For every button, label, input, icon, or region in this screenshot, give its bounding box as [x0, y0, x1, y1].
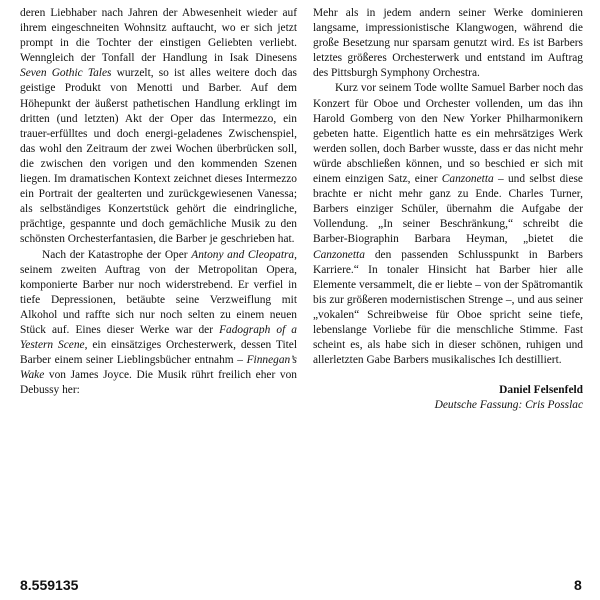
work-title-canzonetta: Canzonetta: [441, 173, 494, 186]
text-span: , seinem zweiten Auftrag von der Metropolitan Opera, komponierte Barber nur noch widerstrebend. Er verfiel in tiefe Depressionen, betäubte seine Verzweiflung mit Alkohol und raffte sich nur noch selten zu einem neuen Stück auf. Eines dieser Werke war der: [20, 248, 297, 336]
book-title-seven-gothic-tales: Seven Gothic Tales: [20, 67, 112, 80]
book-title-finnegans-wake: Finnegan’s Wake: [20, 354, 297, 382]
text-span: wurzelt, so ist alles weitere doch das geistige Produkt von Menotti und Barber. Auf dem Höhepunkt der äußerst pathetischen Handlung erklingt im dritten (und letzten) Akt der Oper das Intermezzo, ein trauer-erfülltes und doch energi-geladenes Zwischenspiel, das wohl den Zeitraum der zwei Wochen überbrücken soll, die zwischen den vorigen und den kommenden Szenen liegen. Im dramatischen Kontext zeichnet dieses Intermezzo ein Portrait der gealterten und zurückgewiesenen Vanessa; als selbständiges Konzertstück gehört die eindringliche, prächtige, gespannte und doch gemächliche Musik zu den schönsten Orchesterfantasien, die Barber je geschrieben hat.: [20, 67, 297, 246]
text-span: den passenden Schlusspunkt in Barbers Karriere.“ In tonaler Hinsicht hat Barber hier alle Elemente versammelt, die er liebte – von der Spätromantik bis zur größeren modernistischen Strenge –, und aus seiner „vokalen“ Schreibweise für Oboe spricht seine tiefe, lebenslange Vorliebe für die menschliche Stimme. Fast scheint es, als habe sich in dieser schönen, ruhigen und allerletzten Gabe Barbers musikalisches Ich destilliert.: [313, 248, 583, 367]
left-column: [20, 6, 297, 398]
left-paragraph-1: [20, 6, 297, 248]
text-span: , ein einsätziges Orchesterwerk, dessen Titel Barber einem seiner Lieblingsbücher entnahm –: [20, 339, 298, 367]
opera-title-antony-and-cleopatra: Antony and Cleopatra: [191, 248, 295, 261]
catalog-number: 8.559135: [20, 577, 79, 593]
right-paragraph-1: Mehr als in jedem andern seiner Werke dominieren langsame, impressionistische Klangwogen, während die große Besetzung nur sparsam genutzt wird. Es ist Barbers letztes größeres Orchesterwerk und entstand im Auftrag des Pittsburgh Symphony Orchestra.: [313, 7, 583, 80]
work-title-canzonetta: Canzonetta: [313, 248, 365, 261]
author-name: Daniel Felsenfeld: [499, 384, 583, 397]
signature-block: [313, 383, 583, 413]
right-paragraph-2: [313, 81, 583, 368]
left-paragraph-2: [20, 248, 297, 399]
work-title-fadograph: Fadograph of a Yestern Scene: [20, 323, 297, 352]
text-span: – und selbst diese brachte er nicht mehr ganz zu Ende. Charles Turner, Barbers einziger Schüler, übernahm die Aufgabe der Vollendung. „In seiner Beschränkung,“ schreibt die Barber-Biographin Barbara Heyman, „bietet die: [313, 173, 583, 246]
text-span: Nach der Katastrophe der Oper: [42, 248, 192, 261]
text-span: von James Joyce. Die Musik rührt freilich eher von Debussy her:: [20, 369, 297, 397]
translation-credit: Deutsche Fassung: Cris Posslac: [434, 399, 583, 412]
text-span: Kurz vor seinem Tode wollte Samuel Barber noch das Konzert für Oboe und Orchester vollenden, um das ihn Harold Gomberg von den New Yorker Philharmonikern gebeten hatte. Eigentlich hatte es ein mehrsätziges Werk werden sollen, doch Barber wusste, dass er das nicht mehr würde abschließen können, und so beschied er sich mit einem einzigen Satz, einer: [313, 82, 583, 186]
page-number: 8: [574, 577, 582, 593]
text-span: deren Liebhaber nach Jahren der Abwesenheit wieder auf ihrem eingeschneiten Wohnsitz auftaucht, wo er sich jetzt prompt in die Tochter der einstigen Geliebten verliebt. Wenngleich der Tonfall der Handlung in Isak Dinesens: [20, 7, 297, 65]
right-column: [313, 6, 583, 413]
